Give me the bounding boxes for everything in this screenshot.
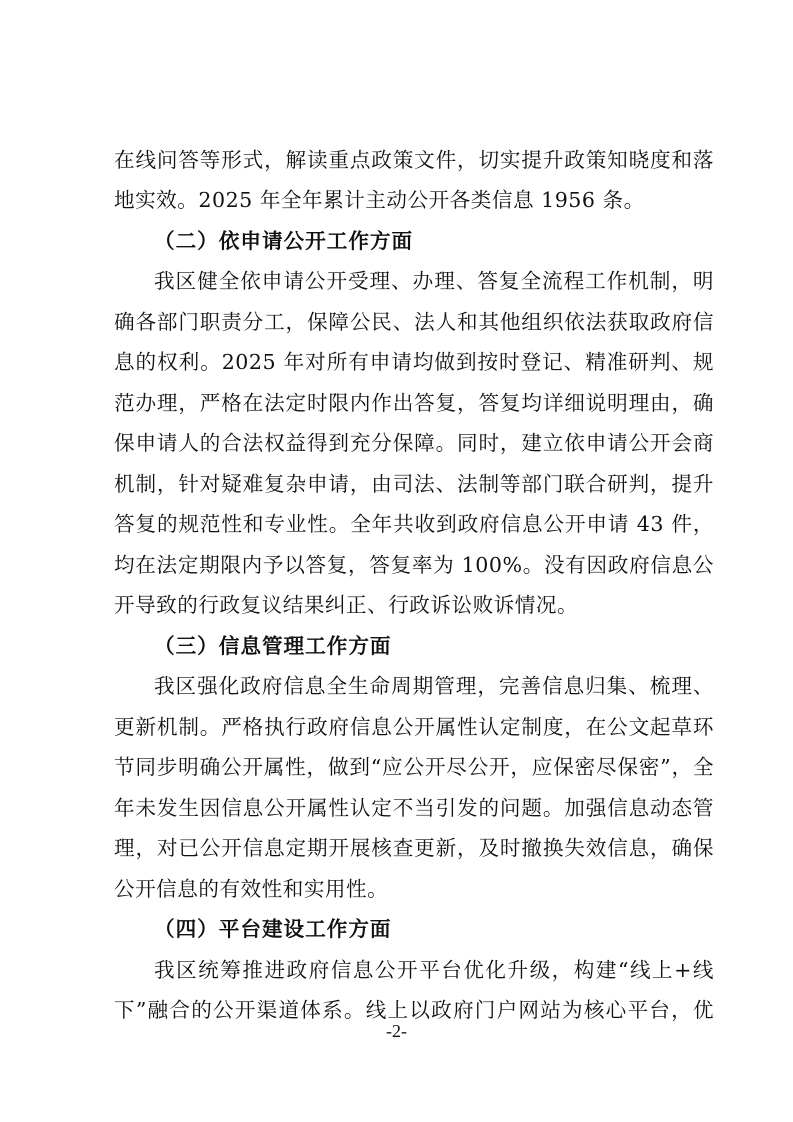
- paragraph-line: 息的权利。2025 年对所有申请均做到按时登记、精准研判、规: [114, 350, 714, 374]
- paragraph-line: 范办理，严格在法定时限内作出答复，答复均详细说明理由，确: [114, 391, 714, 415]
- section-heading: （四）平台建设工作方面: [154, 917, 392, 941]
- paragraph-line: 公开信息的有效性和实用性。: [114, 877, 389, 901]
- paragraph-line: 保申请人的合法权益得到充分保障。同时，建立依申请公开会商: [114, 431, 714, 455]
- paragraph-line: 在线问答等形式，解读重点政策文件，切实提升政策知晓度和落: [114, 148, 714, 172]
- paragraph-line: 更新机制。严格执行政府信息公开属性认定制度，在公文起草环: [114, 715, 714, 739]
- paragraph-line: 节同步明确公开属性，做到“应公开尽公开，应保密尽保密”，全: [114, 755, 714, 779]
- paragraph-line: 理，对已公开信息定期开展核查更新，及时撤换失效信息，确保: [114, 836, 714, 860]
- paragraph-line: 机制，针对疑难复杂申请，由司法、法制等部门联合研判，提升: [114, 472, 714, 496]
- paragraph-line: 答复的规范性和专业性。全年共收到政府信息公开申请 43 件，: [114, 512, 714, 536]
- paragraph-line: 确各部门职责分工，保障公民、法人和其他组织依法获取政府信: [114, 310, 714, 334]
- paragraph-line: 年未发生因信息公开属性认定不当引发的问题。加强信息动态管: [114, 796, 714, 820]
- paragraph-line: 开导致的行政复议结果纠正、行政诉讼败诉情况。: [114, 593, 579, 617]
- paragraph-line: 我区健全依申请公开受理、办理、答复全流程工作机制，明: [154, 269, 714, 293]
- paragraph-line: 我区统筹推进政府信息公开平台优化升级，构建“线上+线: [154, 958, 714, 982]
- section-heading: （二）依申请公开工作方面: [154, 229, 414, 253]
- paragraph-line: 我区强化政府信息全生命周期管理，完善信息归集、梳理、: [154, 674, 714, 698]
- page-number: -2-: [386, 1021, 407, 1041]
- paragraph-line: 均在法定期限内予以答复，答复率为 100%。没有因政府信息公: [114, 553, 714, 577]
- section-heading: （三）信息管理工作方面: [154, 634, 392, 658]
- paragraph-line: 下”融合的公开渠道体系。线上以政府门户网站为核心平台，优: [114, 998, 714, 1022]
- paragraph-line: 地实效。2025 年全年累计主动公开各类信息 1956 条。: [114, 188, 645, 212]
